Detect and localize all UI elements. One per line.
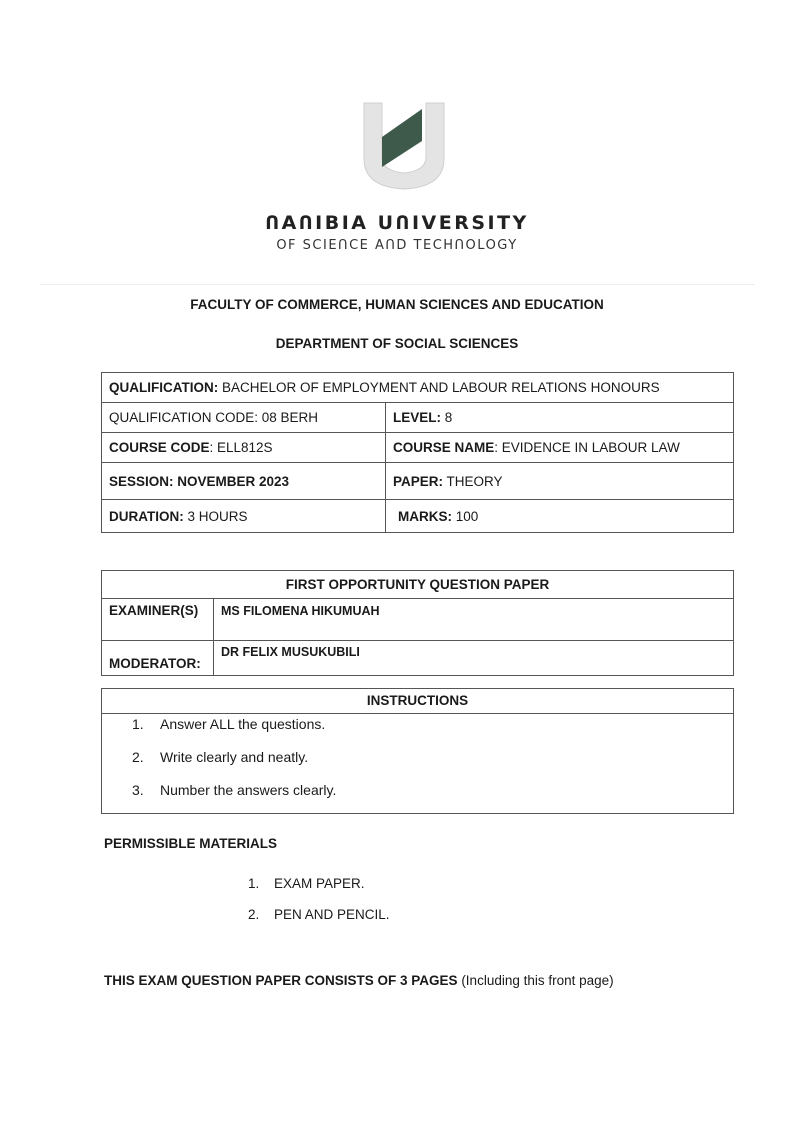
paper-label: PAPER:	[393, 473, 444, 489]
table-row	[102, 433, 734, 463]
header-divider	[40, 284, 755, 285]
duration-label: DURATION:	[109, 508, 184, 524]
qualification-cell	[102, 373, 734, 403]
list-text: PEN AND PENCIL.	[274, 907, 390, 922]
examiner-table	[101, 570, 734, 676]
level-label: LEVEL:	[393, 410, 442, 425]
university-subtitle: OF SCIEՈCE AՈD TECHՈOLOGY	[276, 238, 518, 253]
table-row	[102, 373, 734, 403]
department-heading: DEPARTMENT OF SOCIAL SCIENCES	[275, 336, 519, 351]
qualification-code: QUALIFICATION CODE: 08 BERH	[109, 410, 319, 425]
list-item	[132, 749, 308, 765]
list-text: Write clearly and neatly.	[160, 749, 309, 765]
list-item	[132, 782, 336, 798]
university-name: ՈAՈIBIA UՈIVERSITY	[265, 212, 529, 234]
course-name-cell	[386, 433, 734, 463]
paper-cell	[386, 463, 734, 500]
instructions-box	[101, 688, 734, 814]
moderator-label: MODERATOR:	[102, 641, 214, 676]
paper-value: THEORY	[443, 473, 503, 489]
table-row	[102, 463, 734, 500]
duration-value: 3 HOURS	[183, 508, 248, 524]
list-number: 3.	[132, 782, 144, 798]
list-number: 2.	[248, 907, 260, 922]
marks-label: MARKS:	[398, 508, 452, 524]
qualification-value: BACHELOR OF EMPLOYMENT AND LABOUR RELATIONS HONOURS	[218, 380, 660, 395]
course-code-cell	[102, 433, 386, 463]
table-row	[102, 571, 734, 599]
list-text: EXAM PAPER.	[274, 876, 365, 891]
course-name-value: : EVIDENCE IN LABOUR LAW	[494, 440, 680, 455]
marks-cell	[386, 500, 734, 533]
table-row	[102, 403, 734, 433]
duration-cell	[102, 500, 386, 533]
list-item	[248, 907, 390, 922]
examiner-label: EXAMINER(S)	[102, 599, 214, 641]
course-code-label: COURSE CODE	[109, 440, 210, 455]
course-name-label: COURSE NAME	[393, 440, 495, 455]
university-logo-icon	[358, 97, 450, 193]
list-text: Answer ALL the questions.	[160, 716, 326, 732]
list-item	[248, 876, 365, 891]
qualification-code-cell	[102, 403, 386, 433]
qualification-table	[101, 372, 734, 533]
session-label: SESSION: NOVEMBER 2023	[109, 473, 290, 489]
table-row	[102, 641, 734, 676]
exam-table-heading: FIRST OPPORTUNITY QUESTION PAPER	[102, 571, 734, 599]
list-number: 2.	[132, 749, 144, 765]
session-cell	[102, 463, 386, 500]
list-text: Number the answers clearly.	[160, 782, 337, 798]
table-row	[102, 599, 734, 641]
list-number: 1.	[132, 716, 144, 732]
level-value: 8	[441, 410, 453, 425]
table-row	[102, 500, 734, 533]
examiner-value: MS FILOMENA HIKUMUAH	[214, 599, 734, 641]
marks-value: 100	[452, 508, 479, 524]
page-count-normal: (Including this front page)	[457, 973, 614, 988]
list-item	[132, 716, 325, 732]
moderator-value: DR FELIX MUSUKUBILI	[214, 641, 734, 676]
faculty-heading: FACULTY OF COMMERCE, HUMAN SCIENCES AND EDUCATION	[190, 297, 604, 312]
page-count-strong: THIS EXAM QUESTION PAPER CONSISTS OF 3 PAGES	[104, 973, 458, 988]
qualification-label: QUALIFICATION:	[109, 380, 219, 395]
instructions-heading: INSTRUCTIONS	[102, 689, 733, 714]
level-cell	[386, 403, 734, 433]
list-number: 1.	[248, 876, 260, 891]
course-code-value: : ELL812S	[209, 440, 273, 455]
page-count-note	[104, 973, 614, 988]
permissible-materials-heading: PERMISSIBLE MATERIALS	[104, 836, 278, 851]
